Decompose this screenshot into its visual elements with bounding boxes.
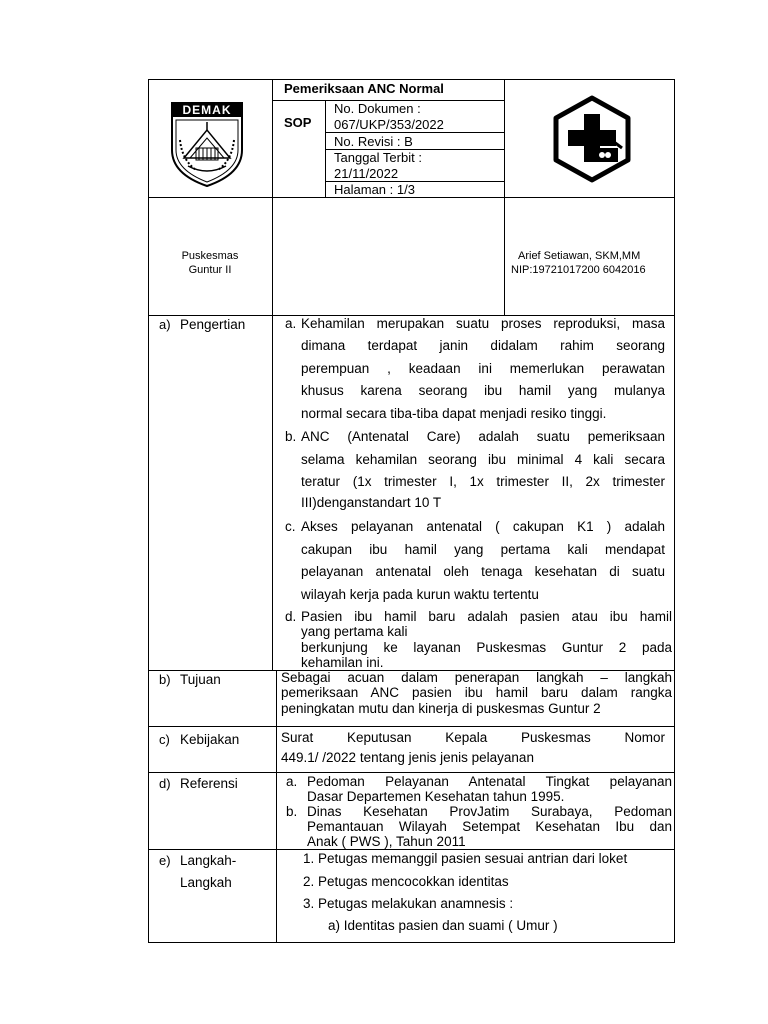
section-label-pengertian: Pengertian [180, 317, 246, 332]
reference-letter: b. [286, 804, 298, 819]
section-marker-a: a) [159, 317, 171, 332]
definition-line: Kehamilan merupakan suatu proses reproduksi, masa [301, 316, 665, 331]
demak-logo [168, 100, 246, 188]
section-label-langkah-2: Langkah [180, 875, 232, 890]
definition-letter: d. [285, 609, 297, 624]
reference-line: Anak ( PWS ), Tahun 2011 [307, 834, 466, 849]
procedure-substep: a) Identitas pasien dan suami ( Umur ) [328, 918, 558, 933]
definition-line: ANC (Antenatal Care) adalah suatu pemeriksaan [301, 429, 665, 444]
definition-line: III)denganstandart 10 T [301, 495, 442, 510]
procedure-step: 3. Petugas melakukan anamnesis : [303, 896, 514, 911]
doc-number-value: 067/UKP/353/2022 [334, 117, 444, 132]
reference-line: Dasar Departemen Kesehatan tahun 1995. [307, 789, 565, 804]
procedure-step: 2. Petugas mencocokkan identitas [303, 874, 509, 889]
document-title: Pemeriksaan ANC Normal [284, 81, 444, 96]
section-label-langkah-1: Langkah- [180, 853, 237, 868]
policy-line: Surat Keputusan Kepala Puskesmas Nomor [281, 730, 665, 745]
policy-line: 449.1/ /2022 tentang jenis jenis pelayanan [281, 750, 534, 765]
definition-line: berkunjung ke layanan Puskesmas Guntur 2 pada [301, 640, 672, 655]
objective-line: Sebagai acuan dalam penerapan langkah – langkah [281, 670, 672, 685]
definition-letter: b. [285, 429, 297, 444]
signer-nip: NIP:19721017200 6042016 [511, 264, 646, 276]
definition-line: dimana terdapat janin didalam rahim seorang [301, 338, 665, 353]
section-label-kebijakan: Kebijakan [180, 732, 240, 747]
definition-letter: c. [285, 519, 296, 534]
definition-line: pelayanan antenatal oleh tenaga kesehatan di suatu [301, 564, 665, 579]
definition-line: Pasien ibu hamil baru adalah pasien atau ibu hamil [301, 609, 672, 624]
reference-line: Pedoman Pelayanan Antenatal Tingkat pelayanan [307, 774, 672, 789]
logo-text: DEMAK [182, 103, 232, 117]
section-label-referensi: Referensi [180, 776, 238, 791]
procedure-step: 1. Petugas memanggil pasien sesuai antrian dari loket [303, 851, 628, 866]
definition-line: wilayah kerja pada kurun waktu tertentu [301, 587, 539, 602]
puskesmas-name-line1: Puskesmas [181, 250, 239, 262]
section-marker-c: c) [159, 732, 170, 747]
definition-line: teratur (1x trimester I, 1x trimester II, 2x trimester [301, 474, 665, 489]
definition-line: kehamilan ini. [301, 655, 384, 670]
signer-name: Arief Setiawan, SKM,MM [518, 250, 641, 262]
reference-line: Dinas Kesehatan ProvJatim Surabaya, Pedoman [307, 804, 672, 819]
objective-line: pemeriksaan ANC pasien ibu hamil baru dalam rangka [281, 685, 672, 700]
doc-number-label: No. Dokumen : [334, 101, 421, 116]
reference-letter: a. [286, 774, 298, 789]
puskesmas-name-line2: Guntur II [188, 264, 232, 276]
section-marker-b: b) [159, 672, 171, 687]
date-value: 21/11/2022 [334, 166, 399, 181]
sop-label: SOP [284, 115, 312, 130]
puskesmas-logo [550, 94, 634, 184]
definition-line: khusus karena seorang ibu hamil yang mulanya [301, 383, 665, 398]
revision-field: No. Revisi : B [334, 134, 413, 149]
objective-line: peningkatan mutu dan kinerja di puskesmas Guntur 2 [281, 701, 601, 716]
definition-line: perempuan , keadaan ini memerlukan perawatan [301, 361, 665, 376]
definition-line: Akses pelayanan antenatal ( cakupan K1 ) adalah [301, 519, 665, 534]
reference-line: Pemantauan Wilayah Setempat Kesehatan Ibu dan [307, 819, 672, 834]
definition-line: yang pertama kali [301, 624, 408, 639]
section-marker-e: e) [159, 853, 171, 868]
definition-line: normal secara tiba-tiba dapat menjadi resiko tinggi. [301, 406, 607, 421]
page-field: Halaman : 1/3 [334, 182, 415, 197]
section-label-tujuan: Tujuan [180, 672, 221, 687]
definition-line: selama kehamilan seorang ibu minimal 4 kali secara [301, 452, 665, 467]
definition-letter: a. [285, 316, 297, 331]
date-label: Tanggal Terbit : [334, 150, 422, 165]
definition-line: cakupan ibu hamil yang pertama kali mendapat [301, 542, 665, 557]
section-marker-d: d) [159, 776, 171, 791]
